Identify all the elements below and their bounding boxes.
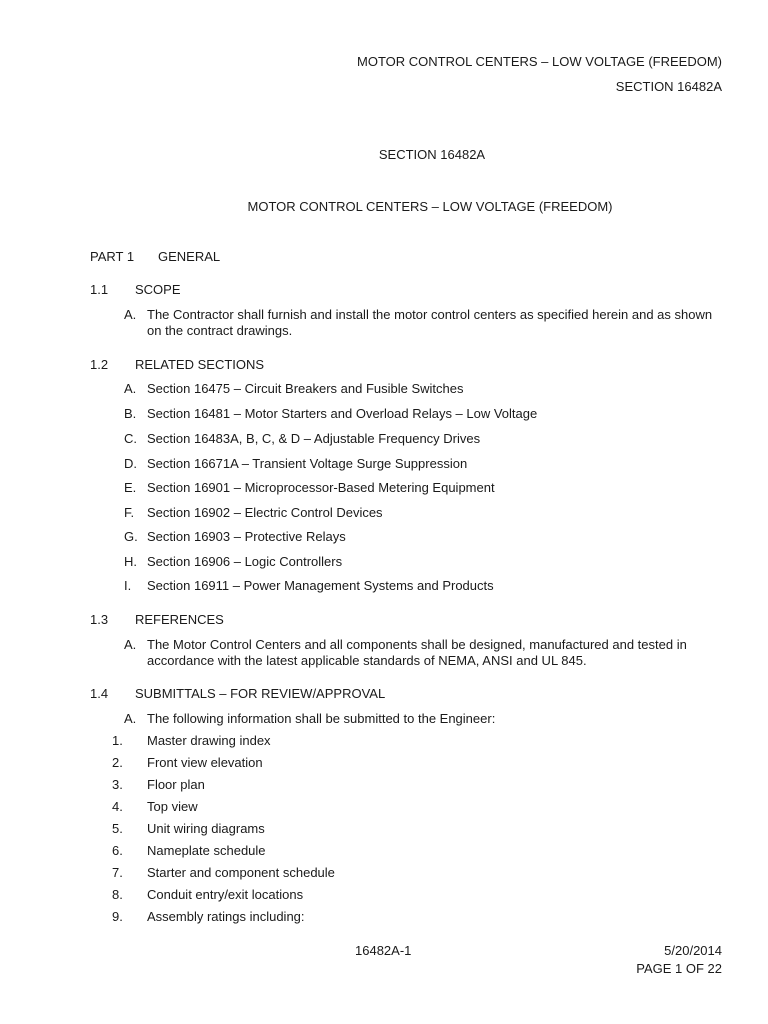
running-header-section: SECTION 16482A xyxy=(615,79,722,94)
list-item: Section 16911 – Power Management Systems and Products xyxy=(147,578,494,593)
numbered-item-label: 7. xyxy=(112,865,123,880)
numbered-item-label: 6. xyxy=(112,843,123,858)
item-label: A. xyxy=(124,711,137,726)
numbered-item: Floor plan xyxy=(147,777,205,792)
section-title-related-sections: RELATED SECTIONS xyxy=(135,357,265,372)
list-item: Section 16903 – Protective Relays xyxy=(147,529,346,544)
list-item-label: G. xyxy=(124,529,138,544)
list-item: Section 16901 – Microprocessor-Based Metering Equipment xyxy=(147,480,495,495)
document-title: MOTOR CONTROL CENTERS – LOW VOLTAGE (FREEDOM) xyxy=(247,199,613,214)
numbered-item: Nameplate schedule xyxy=(147,843,266,858)
footer-page-code: 16482A-1 xyxy=(355,943,412,958)
list-item-label: H. xyxy=(124,554,137,569)
section-title-references: REFERENCES xyxy=(135,612,224,627)
list-item: Section 16671A – Transient Voltage Surge Suppression xyxy=(147,456,468,471)
part-label: PART 1 xyxy=(90,249,135,264)
numbered-item-label: 4. xyxy=(112,799,123,814)
numbered-item-label: 2. xyxy=(112,755,123,770)
list-item-label: E. xyxy=(124,480,137,495)
list-item: Section 16902 – Electric Control Devices xyxy=(147,505,383,520)
numbered-item: Conduit entry/exit locations xyxy=(147,887,304,902)
item-label: A. xyxy=(124,307,137,322)
section-title-scope: SCOPE xyxy=(135,282,181,297)
running-header-title: MOTOR CONTROL CENTERS – LOW VOLTAGE (FREEDOM) xyxy=(357,54,722,69)
section-number-1-4: 1.4 xyxy=(90,686,109,701)
numbered-item-label: 3. xyxy=(112,777,123,792)
list-item-label: B. xyxy=(124,406,137,421)
numbered-item: Assembly ratings including: xyxy=(147,909,305,924)
section-number-1-2: 1.2 xyxy=(90,357,109,372)
submittals-intro: The following information shall be submitted to the Engineer: xyxy=(147,711,496,726)
section-number-1-1: 1.1 xyxy=(90,282,109,297)
numbered-item-label: 5. xyxy=(112,821,123,836)
numbered-item: Unit wiring diagrams xyxy=(147,821,265,836)
footer-date: 5/20/2014 xyxy=(664,943,722,958)
references-paragraph: The Motor Control Centers and all components shall be designed, manufactured and tested in accordance with the latest applicable standards of NEMA, ANSI and UL 845. xyxy=(147,637,687,668)
scope-paragraph: The Contractor shall furnish and install the motor control centers as specified herein and as shown on the contract drawings. xyxy=(147,307,713,338)
footer-page-number: PAGE 1 OF 22 xyxy=(636,961,722,976)
list-item: Section 16483A, B, C, & D – Adjustable Frequency Drives xyxy=(147,431,481,446)
numbered-item: Starter and component schedule xyxy=(147,865,335,880)
list-item-label: I. xyxy=(124,578,132,593)
list-item: Section 16481 – Motor Starters and Overload Relays – Low Voltage xyxy=(147,406,538,421)
numbered-item-label: 9. xyxy=(112,909,123,924)
section-number-1-3: 1.3 xyxy=(90,612,109,627)
list-item: Section 16906 – Logic Controllers xyxy=(147,554,343,569)
numbered-item: Master drawing index xyxy=(147,733,271,748)
part-title: GENERAL xyxy=(158,249,221,264)
numbered-item-label: 8. xyxy=(112,887,123,902)
list-item-label: C. xyxy=(124,431,137,446)
numbered-item-label: 1. xyxy=(112,733,123,748)
document-section-number: SECTION 16482A xyxy=(378,147,486,162)
numbered-item: Top view xyxy=(147,799,198,814)
list-item-label: D. xyxy=(124,456,137,471)
numbered-item: Front view elevation xyxy=(147,755,263,770)
section-title-submittals: SUBMITTALS – FOR REVIEW/APPROVAL xyxy=(135,686,386,701)
item-label: A. xyxy=(124,637,137,652)
list-item: Section 16475 – Circuit Breakers and Fusible Switches xyxy=(147,381,464,396)
list-item-label: A. xyxy=(124,381,137,396)
list-item-label: F. xyxy=(124,505,135,520)
